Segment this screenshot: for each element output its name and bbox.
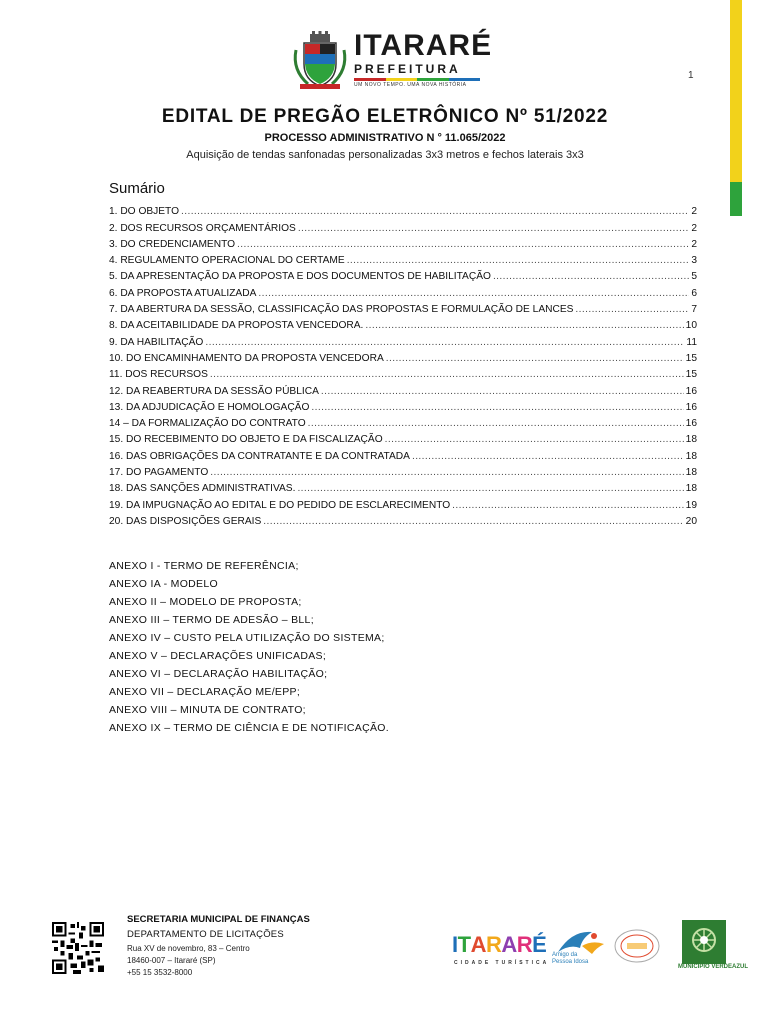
document-subject: Aquisição de tendas sanfonadas personalizadas 3x3 metros e fechos laterais 3x3 (186, 149, 584, 161)
process-number: PROCESSO ADMINISTRATIVO N ° 11.065/2022 (264, 132, 506, 144)
annex-item: ANEXO I - TERMO DE REFERÊNCIA; (109, 560, 299, 572)
city-crest-icon (290, 30, 350, 90)
toc-entry-page: 3 (691, 255, 697, 267)
toc-entry[interactable] (109, 429, 697, 445)
toc-entry-leader (298, 223, 690, 234)
toc-entry-leader (365, 320, 683, 331)
annex-item: ANEXO III – TERMO DE ADESÃO – BLL; (109, 614, 314, 626)
sidebar-bar-green (730, 182, 742, 216)
toc-entry[interactable] (109, 397, 697, 413)
toc-entry-page: 19 (685, 499, 697, 511)
toc-entry-leader (321, 386, 684, 397)
toc-entry-leader (385, 434, 684, 445)
toc-entry[interactable] (109, 445, 697, 461)
annex-item: ANEXO VII – DECLARAÇÃO ME/EPP; (109, 686, 301, 698)
toc-entry[interactable] (109, 364, 697, 380)
annex-item: ANEXO V – DECLARAÇÕES UNIFICADAS; (109, 650, 327, 662)
toc-entry-page: 20 (685, 515, 697, 527)
footer-address: Rua XV de novembro, 83 – Centro (127, 944, 250, 953)
toc-entry-page: 16 (685, 418, 697, 430)
toc-entry-page: 18 (685, 467, 697, 479)
toc-entry-page: 2 (691, 222, 697, 234)
toc-entry-page: 10 (685, 320, 697, 332)
toc-entry-label: 15. DO RECEBIMENTO DO OBJETO E DA FISCALIZAÇÃO (109, 434, 383, 446)
toc-entry[interactable] (109, 511, 697, 527)
toc-entry-leader (311, 402, 683, 413)
toc-entry-label: 5. DA APRESENTAÇÃO DA PROPOSTA E DOS DOCUMENTOS DE HABILITAÇÃO (109, 271, 491, 283)
toc-entry-leader (210, 369, 684, 380)
itarare-logo-letter: R (516, 932, 533, 957)
toc-entry-leader (412, 451, 684, 462)
toc-entry-page: 15 (685, 369, 697, 381)
toc-entry-leader (493, 271, 689, 282)
toc-entry[interactable] (109, 234, 697, 250)
annex-item: ANEXO IV – CUSTO PELA UTILIZAÇÃO DO SISTEMA; (109, 632, 385, 644)
toc-entry-leader (237, 239, 689, 250)
toc-entry-page: 16 (685, 385, 697, 397)
brand-tagline: UM NOVO TEMPO. UMA NOVA HISTÓRIA (354, 82, 467, 88)
footer-logos (450, 918, 749, 978)
municipio-verdeazul-text: MUNICÍPIO VERDEAZUL (678, 964, 749, 970)
toc-entry-page: 11 (686, 336, 697, 348)
annex-item: ANEXO VIII – MINUTA DE CONTRATO; (109, 704, 306, 716)
toc-entry[interactable] (109, 331, 697, 347)
toc-entry-leader (452, 500, 683, 511)
toc-entry-page: 18 (685, 450, 697, 462)
toc-entry-label: 13. DA ADJUDICAÇÃO E HOMOLOGAÇÃO (109, 401, 310, 413)
toc-entry-leader (575, 304, 689, 315)
toc-entry-label: 2. DOS RECURSOS ORÇAMENTÁRIOS (109, 222, 296, 234)
itarare-logo-letter: A (501, 932, 517, 957)
municipio-verdeazul-icon (682, 920, 726, 964)
page-number: 1 (688, 70, 694, 81)
document-title: EDITAL DE PREGÃO ELETRÔNICO Nº 51/2022 (161, 106, 609, 127)
table-of-contents (109, 201, 697, 527)
toc-entry[interactable] (109, 348, 697, 364)
toc-entry-label: 20. DAS DISPOSIÇÕES GERAIS (109, 515, 262, 527)
toc-entry[interactable] (109, 299, 697, 315)
toc-entry-page: 2 (691, 206, 697, 218)
toc-entry-label: 1. DO OBJETO (109, 206, 180, 218)
toc-entry-leader (258, 288, 689, 299)
toc-entry-leader (386, 353, 684, 364)
toc-entry-page: 18 (685, 483, 697, 495)
toc-entry-leader (210, 467, 683, 478)
prefeitura-logo (290, 29, 493, 90)
toc-entry-label: 17. DO PAGAMENTO (109, 467, 209, 479)
toc-entry-label: 7. DA ABERTURA DA SESSÃO, CLASSIFICAÇÃO DAS PROPOSTAS E FORMULAÇÃO DE LANCES (109, 304, 574, 316)
toc-entry-label: 4. REGULAMENTO OPERACIONAL DO CERTAME (109, 255, 345, 267)
itarare-turistica-subtitle: CIDADE TURÍSTICA (454, 960, 550, 966)
toc-entry-label: 6. DA PROPOSTA ATUALIZADA (109, 287, 257, 299)
annex-item: ANEXO II – MODELO DE PROPOSTA; (109, 596, 302, 608)
itarare-logo-letter: T (457, 932, 471, 957)
toc-entry[interactable] (109, 494, 697, 510)
toc-entry-page: 18 (685, 434, 697, 446)
toc-entry[interactable] (109, 250, 697, 266)
toc-entry-label: 12. DA REABERTURA DA SESSÃO PÚBLICA (109, 385, 319, 397)
toc-entry-leader (263, 516, 683, 527)
toc-entry-page: 16 (685, 401, 697, 413)
toc-entry-leader (297, 483, 683, 494)
amigo-seal-icon (612, 926, 662, 966)
toc-entry-label: 3. DO CREDENCIAMENTO (109, 238, 236, 250)
toc-entry-leader (308, 418, 684, 429)
toc-entry-page: 7 (691, 304, 697, 316)
toc-entry-label: 19. DA IMPUGNAÇÃO AO EDITAL E DO PEDIDO DE ESCLARECIMENTO (109, 499, 451, 511)
annex-item: ANEXO IA - MODELO (109, 578, 218, 590)
footer-secretaria: SECRETARIA MUNICIPAL DE FINANÇAS (127, 914, 310, 925)
annex-item: ANEXO VI – DECLARAÇÃO HABILITAÇÃO; (109, 668, 328, 680)
toc-entry-label: 8. DA ACEITABILIDADE DA PROPOSTA VENCEDORA. (109, 320, 364, 332)
toc-entry[interactable] (109, 462, 697, 478)
footer-department: DEPARTAMENTO DE LICITAÇÕES (127, 929, 284, 940)
toc-entry[interactable] (109, 315, 697, 331)
itarare-logo-letter: I (452, 932, 458, 957)
brand-subtitle: PREFEITURA (354, 62, 461, 76)
toc-entry-label: 14 – DA FORMALIZAÇÃO DO CONTRATO (109, 418, 306, 430)
qr-code-icon (52, 922, 104, 974)
footer-contact (127, 914, 310, 980)
annex-item: ANEXO IX – TERMO DE CIÊNCIA E DE NOTIFICAÇÃO. (109, 722, 389, 734)
footer-phone: +55 15 3532-8000 (127, 968, 193, 977)
toc-entry[interactable] (109, 217, 697, 233)
toc-entry-label: 16. DAS OBRIGAÇÕES DA CONTRATANTE E DA CONTRATADA (109, 450, 410, 462)
toc-entry[interactable] (109, 380, 697, 396)
brand-color-strip (354, 78, 480, 81)
toc-entry[interactable] (109, 413, 697, 429)
toc-entry-page: 6 (691, 287, 697, 299)
brand-name: ITARARÉ (354, 29, 493, 62)
amigo-pessoa-idosa-text: Amigo da Pessoa Idosa (552, 952, 589, 965)
toc-entry[interactable] (109, 266, 697, 282)
toc-heading: Sumário (109, 180, 165, 197)
annex-list (109, 560, 389, 740)
toc-entry-label: 11. DOS RECURSOS (109, 369, 208, 381)
toc-entry-leader (205, 337, 684, 348)
footer-zip-city: 18460-007 – Itararé (SP) (127, 956, 216, 965)
toc-entry-label: 10. DO ENCAMINHAMENTO DA PROPOSTA VENCEDORA (109, 352, 384, 364)
toc-entry[interactable] (109, 201, 697, 217)
itarare-logo-letter: R (485, 932, 502, 957)
itarare-logo-letter: A (470, 932, 486, 957)
toc-entry-page: 5 (691, 271, 697, 283)
itarare-turistica-logo (452, 932, 546, 958)
toc-entry[interactable] (109, 478, 697, 494)
toc-entry-page: 15 (685, 352, 697, 364)
itarare-logo-letter: É (532, 932, 547, 957)
toc-entry-label: 18. DAS SANÇÕES ADMINISTRATIVAS. (109, 483, 296, 495)
toc-entry-page: 2 (691, 238, 697, 250)
toc-entry[interactable] (109, 282, 697, 298)
toc-entry-leader (347, 255, 690, 266)
toc-entry-label: 9. DA HABILITAÇÃO (109, 336, 204, 348)
toc-entry-leader (181, 206, 689, 217)
